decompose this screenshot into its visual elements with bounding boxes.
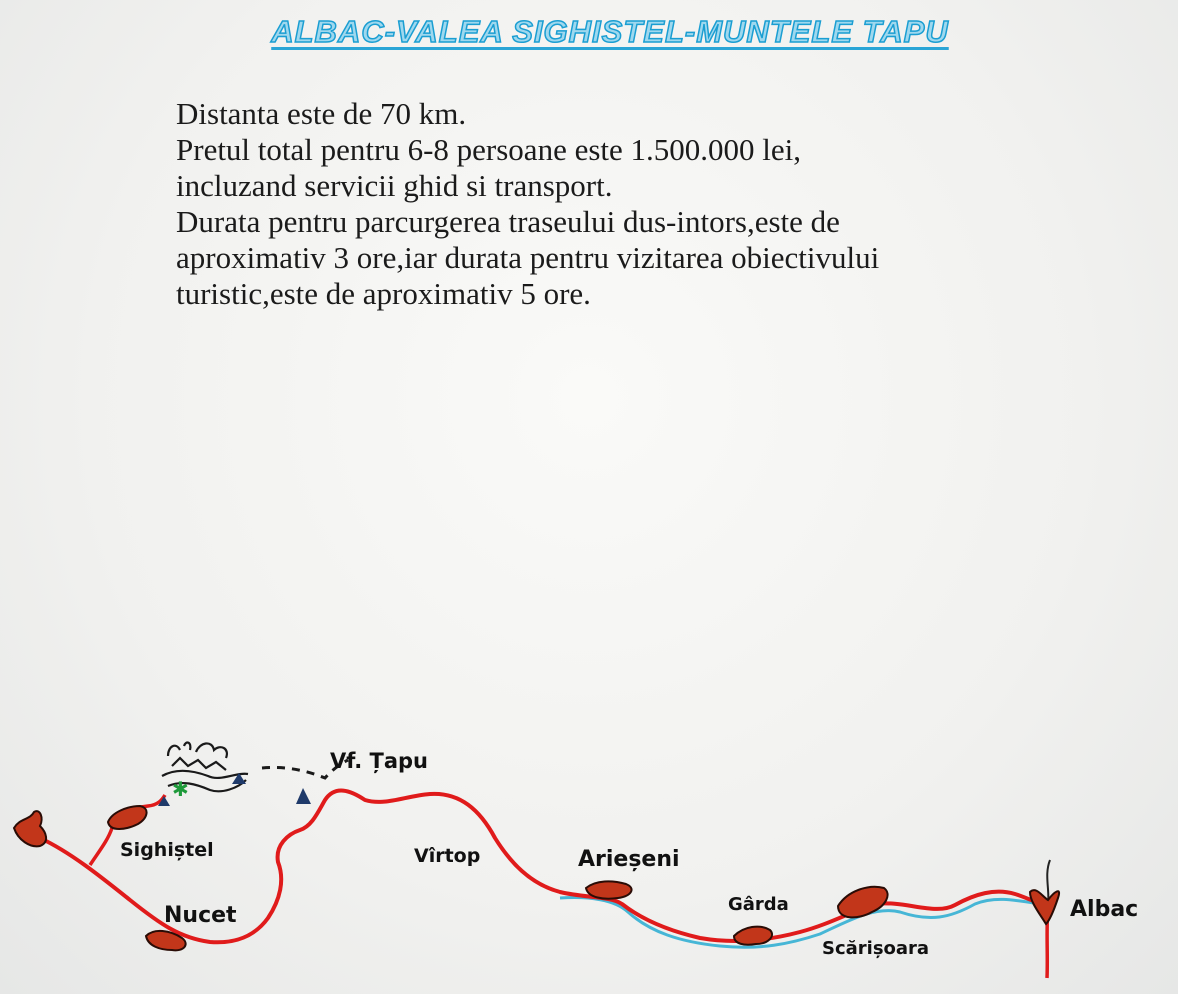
peak-icon-tapu (296, 788, 311, 804)
village-sighistel (108, 806, 147, 829)
label-nucet: Nucet (164, 903, 237, 928)
label-albac: Albac (1070, 897, 1139, 922)
label-sighistel: Sighiștel (120, 839, 214, 861)
village-scarisoara (838, 887, 888, 918)
route-title: ALBAC-VALEA SIGHISTEL-MUNTELE TAPU (271, 14, 949, 49)
label-garda: Gârda (728, 894, 789, 915)
info-distance: Distanta este de 70 km. (176, 96, 467, 131)
village-arieseni (586, 881, 632, 898)
info-duration-visit: turistic,este de aproximativ 5 ore. (176, 276, 591, 311)
river-line (560, 898, 1040, 948)
label-scarisoara: Scărișoara (822, 938, 930, 959)
info-duration-cont: aproximativ 3 ore,iar durata pentru vizitarea obiectivului (176, 240, 880, 275)
label-arieseni: Arieșeni (578, 847, 680, 872)
info-price: Pretul total pentru 6-8 persoane este 1.500.000 lei, (176, 132, 802, 167)
village-start (14, 811, 46, 846)
forest-icon: ✱ (172, 779, 189, 801)
label-virtop: Vîrtop (414, 845, 481, 867)
info-price-includes: incluzand servicii ghid si transport. (176, 168, 613, 203)
info-duration: Durata pentru parcurgerea traseului dus-intors,este de (176, 204, 840, 239)
village-garda (734, 927, 772, 945)
label-tapu: Vf. Țapu (330, 749, 429, 773)
village-albac (1030, 890, 1059, 924)
